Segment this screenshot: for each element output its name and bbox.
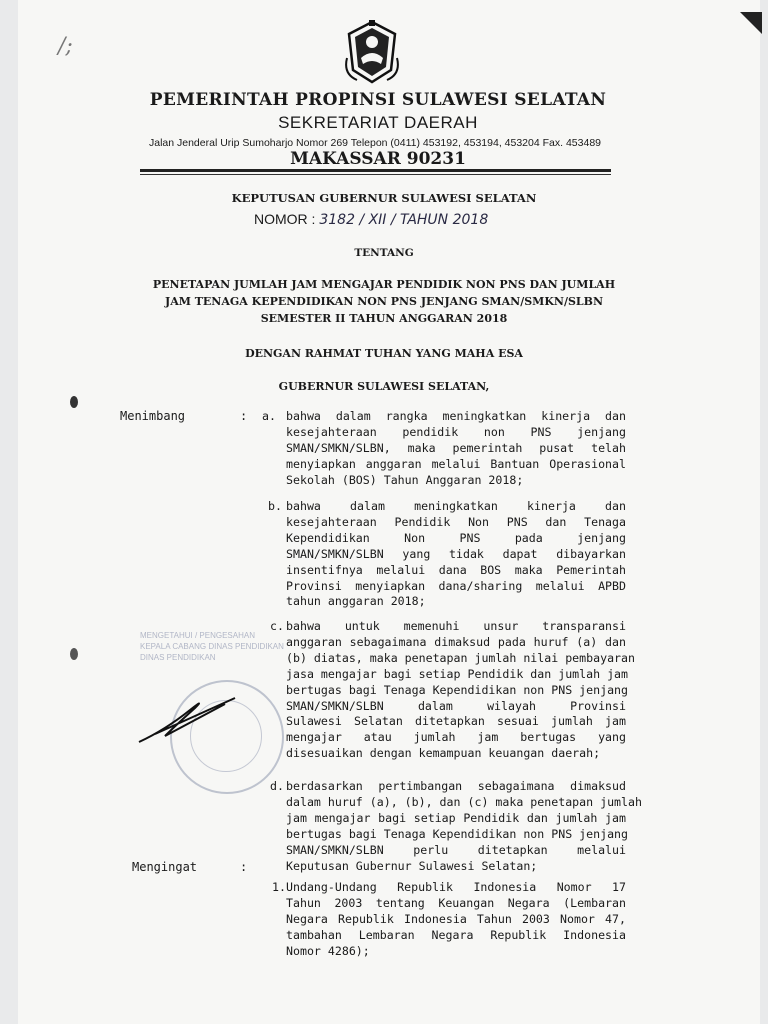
clause-line: disesuaikan dengan kemampuan keuangan daerah; xyxy=(286,746,601,761)
header-rule-thick xyxy=(140,169,611,172)
menimbang-colon: : xyxy=(240,409,248,423)
clause-line: mengajar atau jumlah jam bertugas yang xyxy=(286,730,626,745)
clause-line: insentifnya melalui dana BOS maka Pemerintah xyxy=(286,562,626,577)
clause-line: kesejahteraan pendidik non PNS jenjang xyxy=(286,424,626,439)
clause-line: menyiapkan anggaran melalui Bantuan Operasional xyxy=(286,456,626,471)
subject-line: JAM TENAGA KEPENDIDIKAN NON PNS JENJANG SMAN/SMKN/SLBN xyxy=(164,295,603,308)
mengingat-clause xyxy=(286,880,626,960)
clause-line: (b) diatas, maka penetapan jumlah nilai pembayaran xyxy=(286,650,636,665)
clause-line: Keputusan Gubernur Sulawesi Selatan; xyxy=(286,858,538,873)
clause-line: Sekolah (BOS) Tahun Anggaran 2018; xyxy=(286,472,524,487)
punch-hole xyxy=(70,648,78,660)
menimbang-clause xyxy=(286,619,636,762)
clause-line: Tahun 2003 tentang Keuangan Negara (Lembaran xyxy=(286,895,626,910)
clause-line: anggaran sebagaimana dimaksud pada huruf (a) dan xyxy=(286,634,626,649)
clause-line: tahun anggaran 2018; xyxy=(286,594,426,609)
governor-line: GUBERNUR SULAWESI SELATAN, xyxy=(278,380,490,393)
stamp-line: DINAS PENDIDIKAN xyxy=(140,653,216,662)
menimbang-clause xyxy=(286,499,626,610)
mengingat-colon: : xyxy=(240,860,248,874)
menimbang-marker: d. xyxy=(270,779,284,793)
city-postal: MAKASSAR 90231 xyxy=(290,149,466,169)
scan-mark: /; xyxy=(58,34,73,59)
menimbang-clause xyxy=(286,409,626,489)
clause-line: tambahan Lembaran Negara Republik Indonesia xyxy=(286,927,626,942)
clause-line: Provinsi menyiapkan dana/sharing melalui APBD xyxy=(286,578,626,593)
page-corner-mark xyxy=(740,12,762,34)
clause-line: Undang-Undang Republik Indonesia Nomor 17 xyxy=(286,880,626,894)
menimbang-marker: c. xyxy=(270,619,284,633)
clause-line: Nomor 4286); xyxy=(286,943,370,958)
clause-line: SMAN/SMKN/SLBN perlu ditetapkan melalui xyxy=(286,842,626,857)
secretariat-heading: SEKRETARIAT DAERAH xyxy=(278,113,478,132)
subject-line: SEMESTER II TAHUN ANGGARAN 2018 xyxy=(260,312,508,325)
decree-title: KEPUTUSAN GUBERNUR SULAWESI SELATAN xyxy=(231,191,537,205)
header-rule-thin xyxy=(140,174,611,175)
menimbang-label: Menimbang xyxy=(120,409,186,423)
clause-line: bertugas bagi Tenaga Kependidikan non PNS jenjang xyxy=(286,826,629,841)
signature xyxy=(135,690,245,750)
address-line: Jalan Jenderal Urip Sumoharjo Nomor 269 Telepon (0411) 453192, 453194, 453204 Fax. 453489 xyxy=(148,137,601,149)
about-label: TENTANG xyxy=(354,247,414,259)
clause-line: berdasarkan pertimbangan sebagaimana dimaksud xyxy=(286,779,626,793)
menimbang-marker: b. xyxy=(268,499,282,513)
clause-line: bahwa dalam rangka meningkatkan kinerja dan xyxy=(286,409,626,423)
clause-line: dalam huruf (a), (b), dan (c) maka penetapan jumlah xyxy=(286,794,642,809)
decree-subject xyxy=(0,276,768,327)
blessing-line: DENGAN RAHMAT TUHAN YANG MAHA ESA xyxy=(245,347,523,360)
clause-line: bahwa untuk memenuhi unsur transparansi xyxy=(286,619,626,633)
number-handwritten: 3182 / XII / TAHUN 2018 xyxy=(319,212,489,228)
stamp-text xyxy=(140,630,290,663)
mengingat-label: Mengingat xyxy=(132,860,198,874)
decree-number xyxy=(254,211,488,228)
government-heading: PEMERINTAH PROPINSI SULAWESI SELATAN xyxy=(149,90,607,110)
clause-line: bertugas bagi Tenaga Kependidikan non PNS jenjang xyxy=(286,682,629,697)
stamp-line: MENGETAHUI / PENGESAHAN xyxy=(140,631,255,640)
punch-hole xyxy=(70,396,78,408)
stamp-line: KEPALA CABANG DINAS PENDIDIKAN xyxy=(140,642,284,651)
menimbang-clause xyxy=(286,779,642,874)
clause-line: bahwa dalam meningkatkan kinerja dan xyxy=(286,499,626,513)
subject-line: PENETAPAN JUMLAH JAM MENGAJAR PENDIDIK NON PNS DAN JUMLAH xyxy=(152,278,616,291)
clause-line: SMAN/SMKN/SLBN dalam wilayah Provinsi xyxy=(286,698,626,713)
number-label: NOMOR : xyxy=(254,211,316,227)
clause-line: kesejahteraan Pendidik Non PNS dan Tenaga xyxy=(286,514,626,529)
clause-line: Kependidikan Non PNS pada jenjang xyxy=(286,530,626,545)
clause-line: jasa mengajar bagi setiap Pendidik dan jumlah jam xyxy=(286,666,629,681)
clause-line: jam mengajar bagi setiap Pendidik dan jumlah jam xyxy=(286,810,626,825)
menimbang-marker: a. xyxy=(262,409,276,423)
mengingat-marker: 1. xyxy=(272,880,286,894)
clause-line: SMAN/SMKN/SLBN, maka pemerintah pusat telah xyxy=(286,440,626,455)
clause-line: SMAN/SMKN/SLBN yang tidak dapat dibayarkan xyxy=(286,546,626,561)
clause-line: Sulawesi Selatan ditetapkan sesuai jumlah jam xyxy=(286,714,626,729)
clause-line: Negara Republik Indonesia Tahun 2003 Nomor 47, xyxy=(286,911,626,926)
coat-of-arms-icon xyxy=(343,18,401,86)
